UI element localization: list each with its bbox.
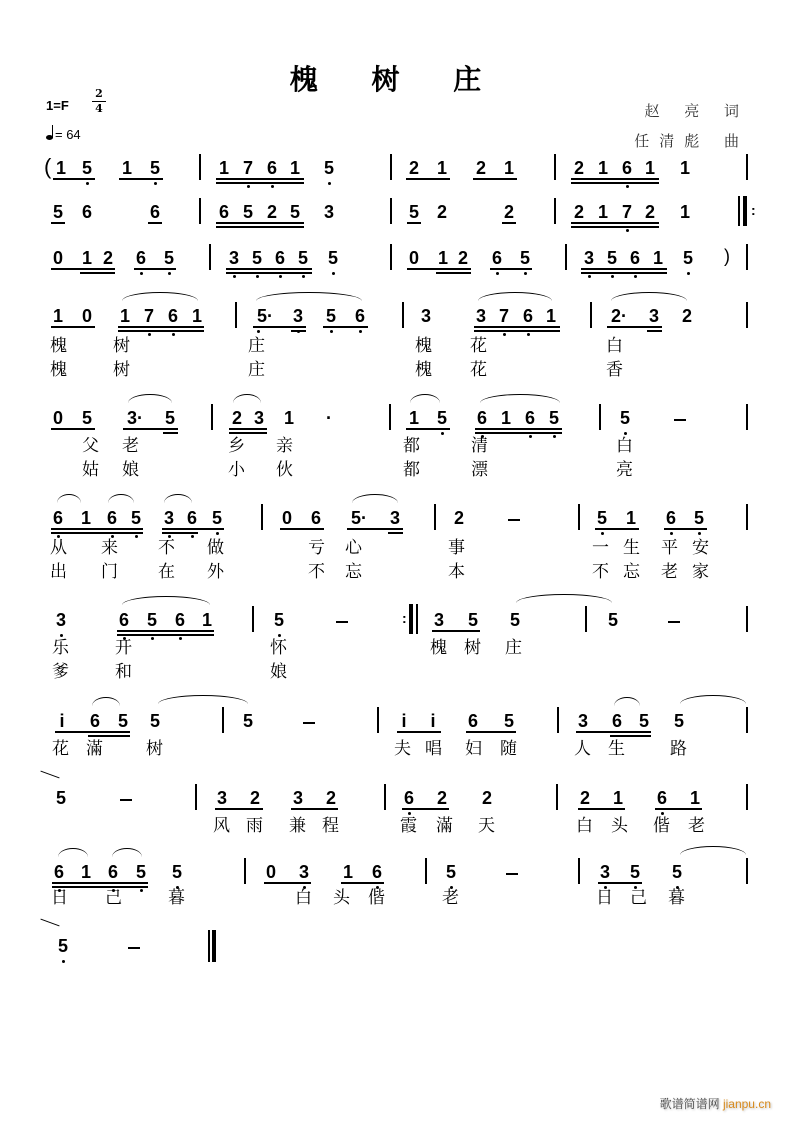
repeat-start-barline — [743, 196, 747, 226]
barline — [746, 404, 748, 430]
barline — [199, 198, 201, 224]
final-barline-thick — [212, 930, 216, 962]
lyric: 夫 — [394, 739, 411, 759]
lyric: 树 — [113, 360, 130, 380]
lyric: 兼 — [289, 816, 306, 836]
lyric: 庄 — [505, 638, 522, 658]
barline — [590, 302, 592, 328]
barline — [599, 404, 601, 430]
lyric: 清 — [471, 436, 488, 456]
lyric: 庄 — [248, 336, 265, 356]
lyric: 本 — [448, 562, 465, 582]
barline — [578, 504, 580, 530]
lyric: 不 — [592, 562, 609, 582]
lyric: 日 — [596, 888, 613, 908]
lyric: 门 — [101, 562, 118, 582]
watermark: 歌谱简谱网 jianpu.cn — [659, 1097, 771, 1111]
open-paren: ( — [44, 154, 52, 179]
lyric: 天 — [478, 816, 495, 836]
barline — [211, 404, 213, 430]
lyric: 香 — [606, 360, 623, 380]
lyric: 都 — [403, 436, 420, 456]
lyric: 树 — [113, 336, 130, 356]
lyric: 和 — [115, 662, 132, 682]
lyric: 爹 — [52, 662, 69, 682]
barline — [390, 244, 392, 270]
lyric: 心 — [345, 538, 362, 558]
lyric: 做 — [207, 538, 224, 558]
barline — [746, 302, 748, 328]
lyric: 生 — [623, 538, 640, 558]
lyric: 娘 — [270, 662, 287, 682]
dash — [668, 621, 680, 623]
barline — [244, 858, 246, 884]
barline — [389, 404, 391, 430]
barline — [746, 858, 748, 884]
barline — [222, 707, 224, 733]
song-title: 槐 树 庄 — [289, 63, 504, 96]
lyric: 槐 — [415, 360, 432, 380]
lyric: 亲 — [276, 436, 293, 456]
lyric: 老 — [688, 816, 705, 836]
barline — [578, 858, 580, 884]
lyric: 人 — [574, 739, 591, 759]
lyric: 唱 — [425, 739, 442, 759]
barline — [746, 707, 748, 733]
lyric: 老 — [661, 562, 678, 582]
barline — [746, 504, 748, 530]
lyric: 亏 — [308, 538, 325, 558]
lyric: 姑 — [82, 460, 99, 480]
barline — [209, 244, 211, 270]
barline — [402, 302, 404, 328]
barline — [746, 784, 748, 810]
repeat-end-barline — [409, 604, 413, 634]
dash — [336, 621, 348, 623]
dash — [303, 722, 315, 724]
lyric: 白 — [295, 888, 312, 908]
lyric: 槐 — [430, 638, 447, 658]
dash — [120, 799, 132, 801]
lyric: 庄 — [248, 360, 265, 380]
barline — [585, 606, 587, 632]
lyric: 老 — [442, 888, 459, 908]
lyric: 开 — [115, 638, 132, 658]
lyric: 花 — [470, 360, 487, 380]
lyric: 安 — [692, 538, 709, 558]
barline — [390, 198, 392, 224]
lyric: 平 — [661, 538, 678, 558]
barline — [199, 154, 201, 180]
lyric: 花 — [52, 739, 69, 759]
lyric: 日 — [51, 888, 68, 908]
dash — [508, 519, 520, 521]
lyric: 在 — [158, 562, 175, 582]
lyric: 风 — [213, 816, 230, 836]
lyric: 小 — [228, 460, 245, 480]
barline — [252, 606, 254, 632]
tie-continuation — [40, 919, 59, 927]
barline — [556, 784, 558, 810]
lyric: 树 — [146, 739, 163, 759]
time-signature: 2 4 — [92, 88, 106, 115]
lyric: 头 — [333, 888, 350, 908]
lyric: 乡 — [228, 436, 245, 456]
lyric: 伙 — [276, 460, 293, 480]
lyric: 槐 — [415, 336, 432, 356]
tempo-marking: = 64 — [46, 127, 81, 142]
barline — [390, 154, 392, 180]
lyric: 外 — [207, 562, 224, 582]
lyric: 父 — [82, 436, 99, 456]
lyric: 暮 — [168, 888, 185, 908]
lyric: 生 — [608, 739, 625, 759]
lyric: 滿 — [436, 816, 453, 836]
lyric: 己 — [630, 888, 647, 908]
lyricist-credit: 赵 亮 词 — [644, 102, 749, 120]
lyric: 娘 — [122, 460, 139, 480]
repeat-dots: : — [751, 202, 756, 218]
barline — [557, 707, 559, 733]
lyric: 白 — [576, 816, 593, 836]
barline — [261, 504, 263, 530]
dash — [506, 873, 518, 875]
lyric: 都 — [403, 460, 420, 480]
key-signature: 1=F — [46, 98, 69, 113]
dash — [674, 419, 686, 421]
barline — [746, 606, 748, 632]
lyric: 从 — [50, 538, 67, 558]
lyric: 来 — [101, 538, 118, 558]
lyric: 一 — [592, 538, 609, 558]
lyric: 妇 — [465, 739, 482, 759]
final-barline-thin — [208, 930, 210, 962]
lyric: 霞 — [400, 816, 417, 836]
barline — [235, 302, 237, 328]
barline — [565, 244, 567, 270]
barline — [377, 707, 379, 733]
barline — [554, 198, 556, 224]
dash — [128, 947, 140, 949]
quarter-note-icon — [46, 135, 53, 140]
lyric: 家 — [692, 562, 709, 582]
composer-credit: 任清彪 曲 — [634, 132, 749, 150]
lyric: 程 — [322, 816, 339, 836]
lyric: 偕 — [368, 888, 385, 908]
lyric: 树 — [464, 638, 481, 658]
lyric: 路 — [670, 739, 687, 759]
lyric: 事 — [448, 538, 465, 558]
lyric: 白 — [616, 436, 633, 456]
lyric: 槐 — [50, 336, 67, 356]
lyric: 出 — [50, 562, 67, 582]
barline — [746, 244, 748, 270]
barline — [434, 504, 436, 530]
lyric: 怀 — [270, 638, 287, 658]
lyric: 不 — [308, 562, 325, 582]
lyric: 槐 — [50, 360, 67, 380]
lyric: 雨 — [246, 816, 263, 836]
lyric: 亮 — [616, 460, 633, 480]
lyric: 乐 — [52, 638, 69, 658]
close-paren: ) — [724, 246, 730, 266]
lyric: 暮 — [668, 888, 685, 908]
lyric: 偕 — [653, 816, 670, 836]
repeat-dots: : — [402, 610, 407, 626]
lyric: 忘 — [345, 562, 362, 582]
lyric: 漂 — [471, 460, 488, 480]
lyric: 不 — [158, 538, 175, 558]
barline — [425, 858, 427, 884]
tie-continuation — [40, 771, 59, 779]
lyric: 忘 — [623, 562, 640, 582]
lyric: 随 — [500, 739, 517, 759]
barline — [746, 154, 748, 180]
lyric: 头 — [611, 816, 628, 836]
lyric: 滿 — [86, 739, 103, 759]
lyric: 白 — [606, 336, 623, 356]
barline — [384, 784, 386, 810]
lyric: 花 — [470, 336, 487, 356]
barline — [195, 784, 197, 810]
barline — [554, 154, 556, 180]
lyric: 老 — [122, 436, 139, 456]
lyric: 己 — [105, 888, 122, 908]
